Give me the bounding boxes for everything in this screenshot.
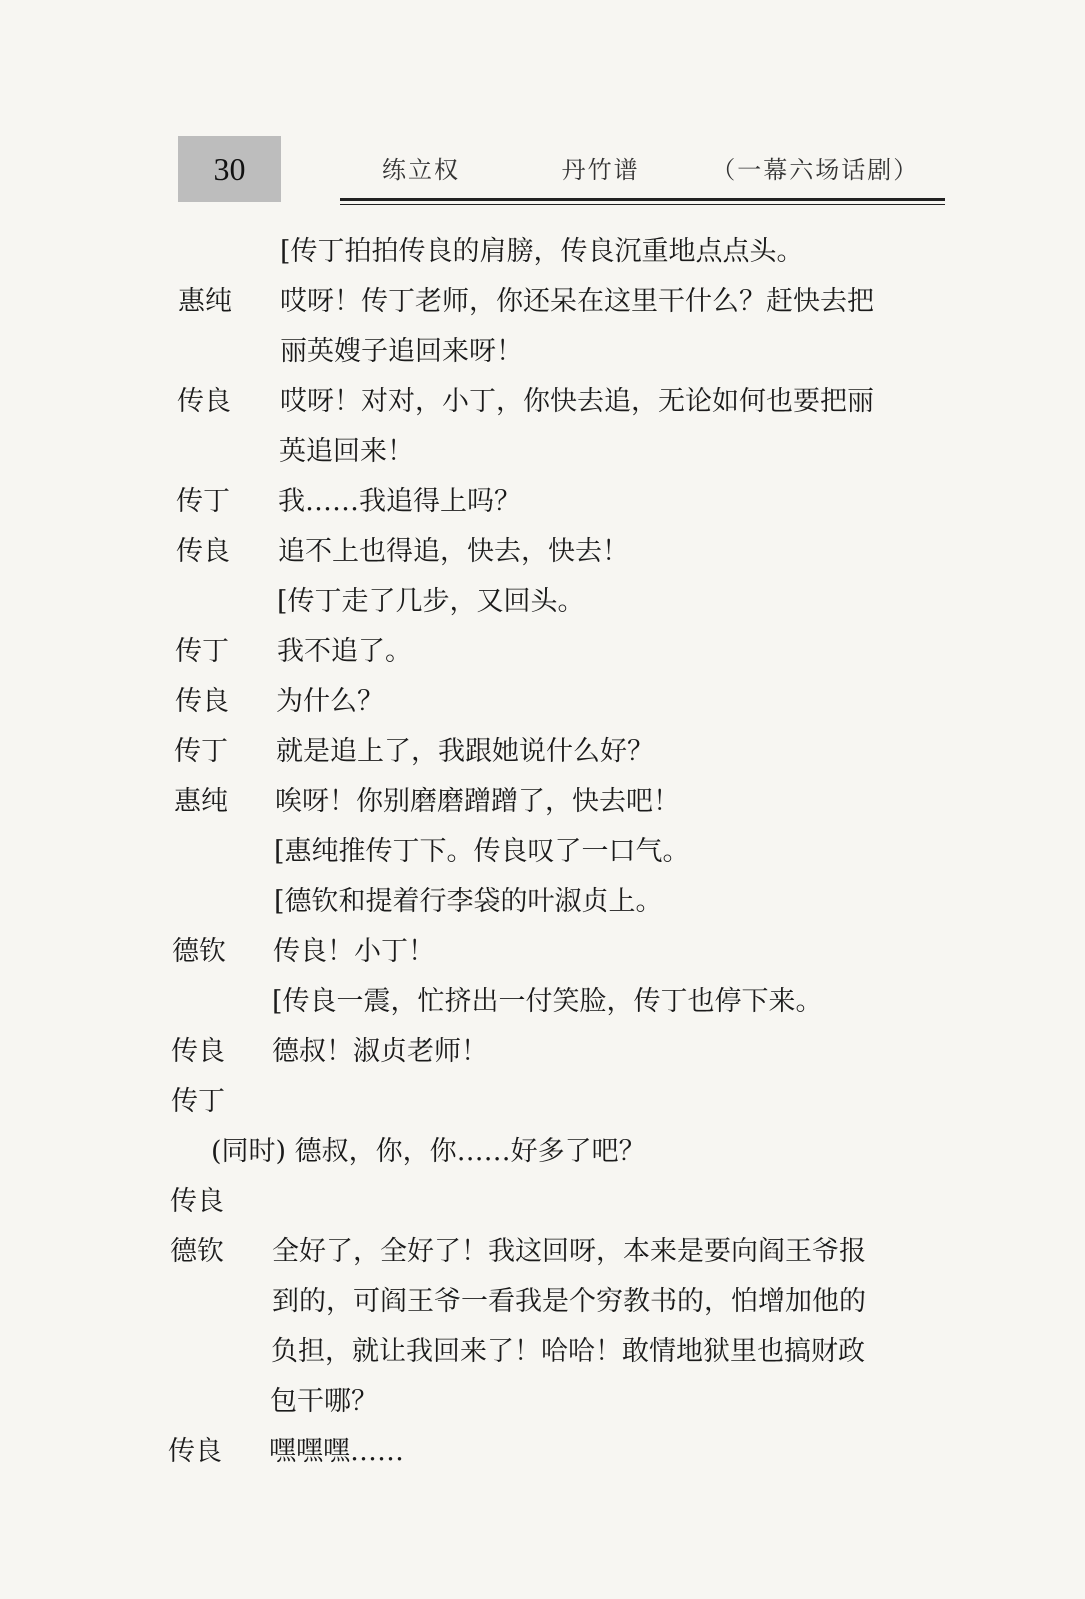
line-text: 到的，可阎王爷一看我是个穷教书的，怕增加他的 <box>272 1286 866 1317</box>
line-text: [传丁走了几步，又回头。 <box>277 586 585 617</box>
script-line <box>0 1277 1085 1327</box>
speaker-name: 传丁 <box>171 1086 225 1117</box>
line-text: 我……我追得上吗？ <box>278 486 521 517</box>
script-line <box>0 277 1085 327</box>
page-number: 30 <box>213 150 246 187</box>
line-text: 负担，就让我回来了！哈哈！敢情地狱里也搞财政 <box>271 1336 865 1367</box>
line-text: 包干哪？ <box>270 1386 378 1417</box>
header-subtitle: （一幕六场话剧） <box>711 156 920 184</box>
speaker-name: 德钦 <box>170 1236 224 1267</box>
script-line <box>0 1177 1085 1227</box>
speaker-name: 传丁 <box>175 636 229 667</box>
script-line <box>0 477 1085 527</box>
speaker-name: 传良 <box>171 1036 225 1067</box>
line-text: 就是追上了，我跟她说什么好？ <box>276 736 654 767</box>
header-author: 练立权 <box>382 156 460 184</box>
script-line <box>0 1227 1085 1277</box>
line-text: 英追回来！ <box>279 436 414 467</box>
line-text: 我不追了。 <box>277 636 412 667</box>
script-line <box>0 577 1085 627</box>
line-text: 德叔！淑贞老师！ <box>272 1036 488 1067</box>
speaker-name: 传丁 <box>176 486 230 517</box>
script-line <box>0 1327 1085 1377</box>
line-text: [惠纯推传丁下。传良叹了一口气。 <box>274 836 690 867</box>
speaker-name: 传丁 <box>174 736 228 767</box>
header-rule-thick <box>340 198 945 201</box>
line-text: [传丁拍拍传良的肩膀，传良沉重地点点头。 <box>280 236 804 267</box>
line-text: 嘿嘿嘿…… <box>269 1436 404 1467</box>
line-text: 丽英嫂子追回来呀！ <box>280 336 523 367</box>
line-text: (同时) 德叔，你，你……好多了吧？ <box>211 1136 646 1167</box>
line-text: 全好了，全好了！我这回呀，本来是要向阎王爷报 <box>272 1236 866 1267</box>
script-line <box>0 1127 1085 1177</box>
speaker-name: 惠纯 <box>174 786 228 817</box>
speaker-name: 德钦 <box>172 936 226 967</box>
script-line <box>0 1427 1085 1477</box>
script-line <box>0 377 1085 427</box>
speaker-name: 传良 <box>170 1186 224 1217</box>
line-text: [德钦和提着行李袋的叶淑贞上。 <box>274 886 663 917</box>
script-line <box>0 727 1085 777</box>
speaker-name: 传良 <box>177 386 231 417</box>
line-text: 唉呀！你别磨磨蹭蹭了，快去吧！ <box>275 786 680 817</box>
script-line <box>0 977 1085 1027</box>
page-number-box <box>178 136 281 202</box>
speaker-name: 惠纯 <box>178 286 232 317</box>
script-line <box>0 627 1085 677</box>
line-text: 哎呀！对对，小丁，你快去追，无论如何也要把丽 <box>280 386 874 417</box>
script-line <box>0 427 1085 477</box>
speaker-name: 传良 <box>175 686 229 717</box>
script-line <box>0 1077 1085 1127</box>
script-line <box>0 827 1085 877</box>
script-line <box>0 1377 1085 1427</box>
script-line <box>0 327 1085 377</box>
script-line <box>0 527 1085 577</box>
script-line <box>0 877 1085 927</box>
script-line <box>0 927 1085 977</box>
script-line <box>0 777 1085 827</box>
line-text: [传良一震，忙挤出一付笑脸，传丁也停下来。 <box>272 986 823 1017</box>
script-line <box>0 227 1085 277</box>
line-text: 为什么？ <box>276 686 384 717</box>
script-line <box>0 677 1085 727</box>
script-body <box>0 227 1085 1477</box>
script-line <box>0 1027 1085 1077</box>
header-title: 丹竹谱 <box>561 156 640 184</box>
speaker-name: 传良 <box>176 536 230 567</box>
speaker-name: 传良 <box>168 1436 222 1467</box>
header-rule-thin <box>340 204 945 205</box>
line-text: 传良！小丁！ <box>273 936 435 967</box>
line-text: 追不上也得追，快去，快去！ <box>278 536 629 567</box>
line-text: 哎呀！传丁老师，你还呆在这里干什么？赶快去把 <box>280 286 874 317</box>
running-header <box>382 150 942 190</box>
